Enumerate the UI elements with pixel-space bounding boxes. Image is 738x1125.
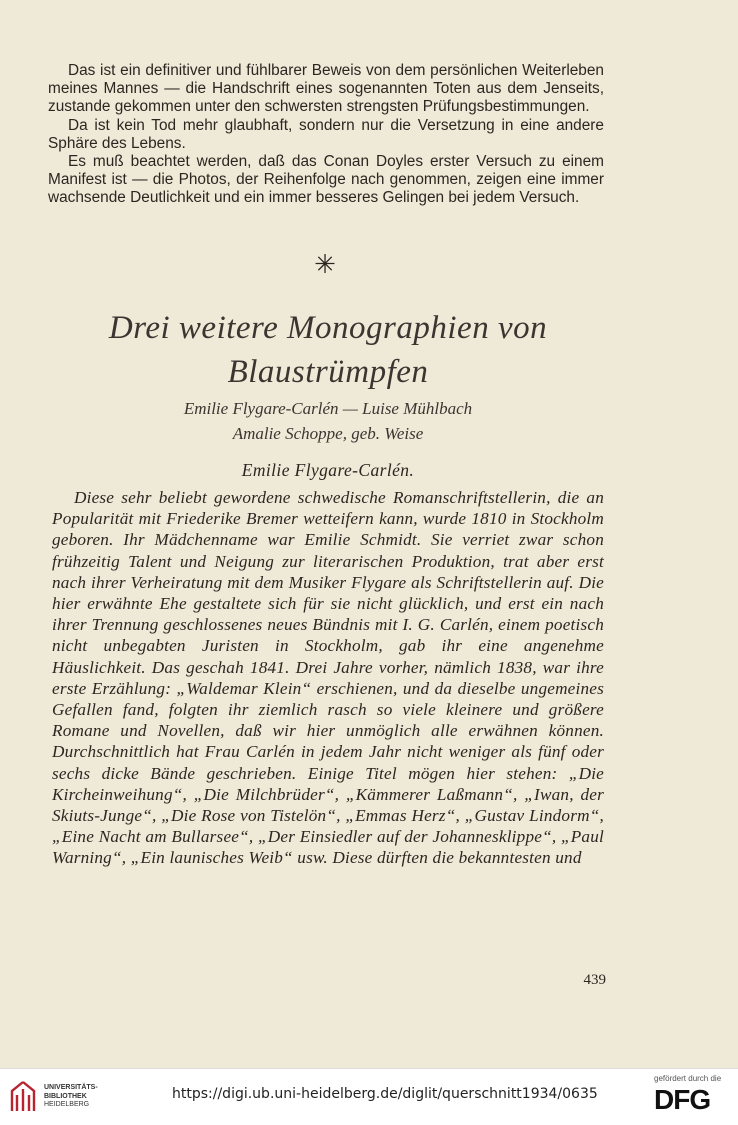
- funder-logo[interactable]: [654, 1074, 732, 1115]
- article-title: [48, 306, 608, 394]
- viewer-footer: [0, 1068, 738, 1125]
- intro-text: [48, 62, 604, 208]
- article-title-line: Drei weitere Monographien von: [108, 310, 548, 346]
- subtitle-line: Emilie Flygare-Carlén — Luise Mühlbach: [183, 399, 473, 418]
- library-name-line: BIBLIOTHEK: [44, 1092, 87, 1100]
- library-logo[interactable]: [8, 1079, 98, 1115]
- intro-paragraph: Das ist ein definitiver und fühlbarer Beweis von dem persönlichen Weiterleben meines Mannes — die Handschrift eines sogenannten Toten aus dem Jenseits, zustande gekommen unter den schwersten strengsten Prüfungsbestimmungen.: [48, 62, 604, 116]
- section-heading: Emilie Flygare-Carlén.: [241, 460, 415, 480]
- dfg-logo: DFG: [654, 1084, 711, 1115]
- body-paragraph: Diese sehr beliebt gewordene schwedische Romanschriftstellerin, die an Popularität mit Friederike Bremer wetteifern kann, wurde 1810 in Stockholm geboren. Ihr Mädchenname war Emilie Schmidt. Sie verriet zwar schon frühzeitig Talent und Neigung zur literarischen Produktion, trat aber erst nach ihrer Verheiratung mit dem Musiker Flygare als Schriftstellerin auf. Die hier erwähnte Ehe gestaltete sich für sie nicht glücklich, und erst ein nach ihrer Trennung geschlossenes neues Bündnis mit I. G. Carlén, einem poetisch nicht unbegabten Juristen in Stockholm, gab ihr eine angenehme Häuslichkeit. Das geschah 1841. Drei Jahre vorher, nämlich 1838, war ihre erste Erzählung: „Waldemar Klein“ erschienen, und da dieselbe ungemeines Gefallen fand, folgten ihr ziemlich rasch so viele kleinere und größere Romane und Novellen, daß wir hier unmöglich alle erwähnen können. Durchschnittlich hat Frau Carlén in jedem Jahr nicht weniger als fünf oder sechs dicke Bände geschrieben. Einige Titel mögen hier stehen: „Die Kircheinweihung“, „Die Milchbrüder“, „Kämmerer Laßmann“, „Iwan, der Skiuts-Junge“, „Die Rose von Tistelön“, „Emmas Herz“, „Gustav Lindorm“, „Eine Nacht am Bullarsee“, „Der Einsiedler auf der Johannesklippe“, „Paul Warning“, „Ein launisches Weib“ usw. Diese dürften die bekanntesten und: [52, 488, 604, 868]
- article-body: [52, 487, 604, 869]
- library-name-line: UNIVERSITÄTS-: [44, 1084, 98, 1092]
- library-emblem-icon: [8, 1079, 38, 1115]
- article-title-line: Blaustrümpfen: [227, 354, 429, 390]
- subtitle-line: Amalie Schoppe, geb. Weise: [232, 424, 424, 443]
- funding-note: gefördert durch die: [654, 1074, 722, 1083]
- section-separator-asterisk: ✳: [314, 250, 336, 279]
- library-name: [44, 1084, 98, 1110]
- permalink-url[interactable]: https://digi.ub.uni-heidelberg.de/diglit/querschnitt1934/0635: [172, 1086, 598, 1102]
- intro-paragraph: Da ist kein Tod mehr glaubhaft, sondern nur die Versetzung in eine andere Sphäre des Lebens.: [48, 116, 604, 152]
- intro-paragraph: Es muß beachtet werden, daß das Conan Doyles erster Versuch zu einem Manifest ist — die Photos, der Reihenfolge nach genommen, zeigen eine immer wachsende Deutlichkeit und ein immer besseres Gelingen bei jedem Versuch.: [48, 153, 604, 207]
- page-number: 439: [583, 972, 606, 988]
- library-name-line: HEIDELBERG: [44, 1101, 90, 1109]
- article-subtitle: [48, 396, 608, 446]
